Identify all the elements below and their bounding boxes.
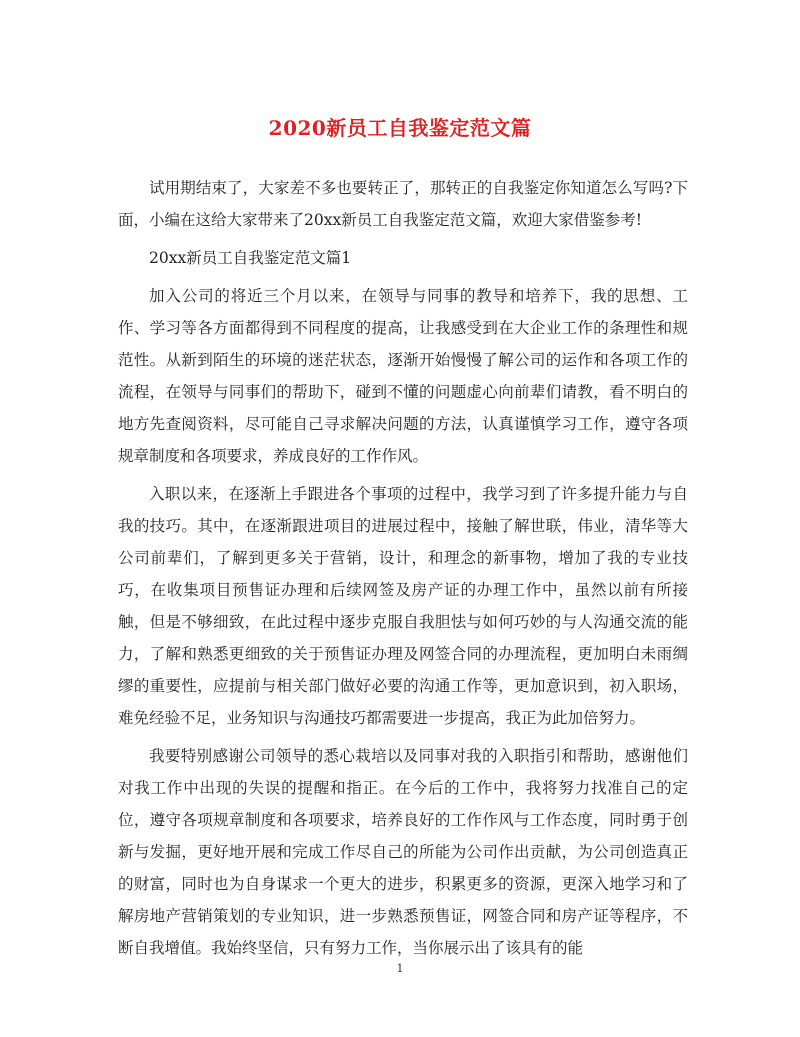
paragraph-2: 入职以来，在逐渐上手跟进各个事项的过程中，我学习到了许多提升能力与自我的技巧。其中，在逐渐跟进项目的进展过程中，接触了解世联，伟业，清华等大公司前辈们，了解到更多关于营销，设计，和理念的新事物，增加了我的专业技巧，在收集项目预售证办理和后续网签及房产证的办理工作中，虽然以前有所接触，但是不够细致，在此过程中逐步克服自我胆怯与如何巧妙的与人沟通交流的能力，了解和熟悉更细致的关于预售证办理及网签合同的办理流程，更加明白未雨绸缪的重要性，应提前与相关部门做好必要的沟通工作等，更加意识到，初入职场，难免经验不足，业务知识与沟通技巧都需要进一步提高，我正为此加倍努力。: [118, 485, 688, 727]
page-number: 1: [396, 962, 404, 975]
section-heading: 20xx新员工自我鉴定范文篇1: [149, 249, 352, 267]
document-title: 2020新员工自我鉴定范文篇: [268, 116, 532, 140]
document-body: [118, 172, 688, 970]
paragraph-3: 我要特别感谢公司领导的悉心栽培以及同事对我的入职指引和帮助，感谢他们对我工作中出现的失误的提醒和指正。在今后的工作中，我将努力找准自己的定位，遵守各项规章制度和各项要求，培养良好的工作作风与工作态度，同时勇于创新与发掘，更好地开展和完成工作尽自己的所能为公司作出贡献，为公司创造真正的财富，同时也为自身谋求一个更大的进步，积累更多的资源，更深入地学习和了解房地产营销策划的专业知识，进一步熟悉预售证，网签合同和房产证等程序，不断自我增值。我始终坚信，只有努力工作，当你展示出了该具有的能: [118, 747, 688, 957]
paragraph-intro: 试用期结束了，大家差不多也要转正了，那转正的自我鉴定你知道怎么写吗?下面，小编在这给大家带来了20xx新员工自我鉴定范文篇，欢迎大家借鉴参考!: [118, 179, 688, 229]
paragraph-1: 加入公司的将近三个月以来，在领导与同事的教导和培养下，我的思想、工作、学习等各方面都得到不同程度的提高，让我感受到在大企业工作的条理性和规范性。从新到陌生的环境的迷茫状态，逐渐开始慢慢了解公司的运作和各项工作的流程，在领导与同事们的帮助下，碰到不懂的问题虚心向前辈们请教，看不明白的地方先查阅资料，尽可能自己寻求解决问题的方法，认真谨慎学习工作，遵守各项规章制度和各项要求，养成良好的工作作风。: [118, 287, 688, 465]
